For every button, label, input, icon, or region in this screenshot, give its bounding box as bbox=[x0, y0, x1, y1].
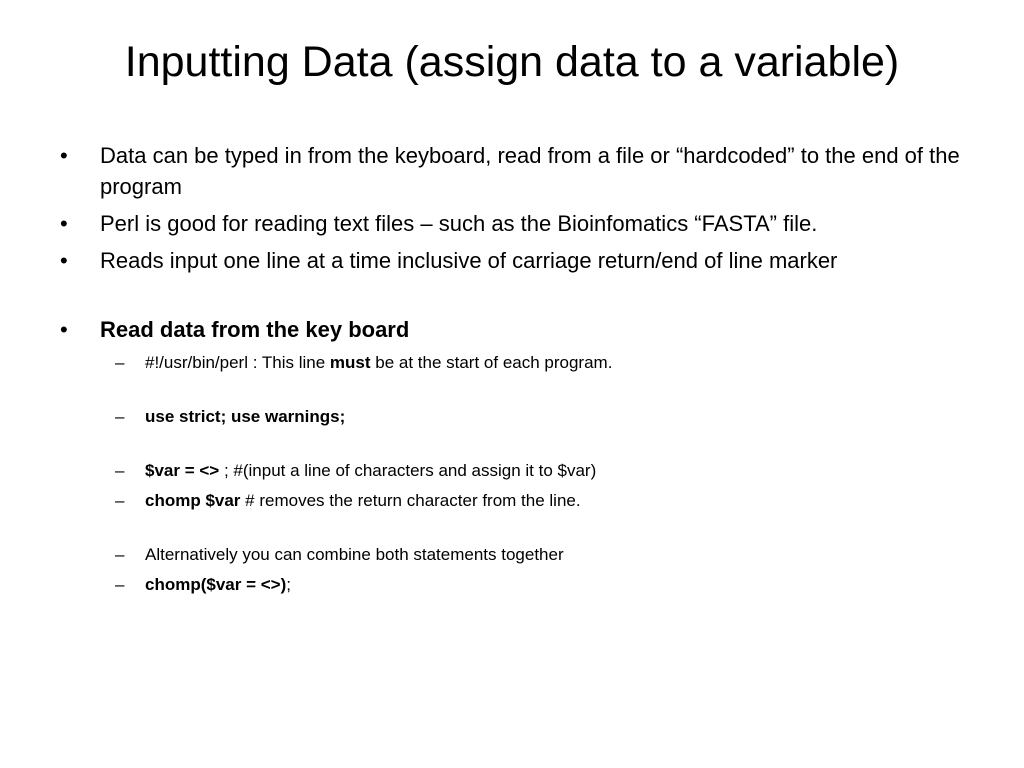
dash-glyph: – bbox=[115, 407, 125, 426]
slide-title: Inputting Data (assign data to a variable) bbox=[124, 38, 900, 86]
bullet-item bbox=[60, 208, 960, 239]
slide-content bbox=[60, 140, 960, 603]
dash-glyph: – bbox=[115, 491, 125, 510]
dash-glyph: – bbox=[115, 353, 125, 372]
combined-semicolon: ; bbox=[286, 575, 291, 594]
bullet-glyph: • bbox=[60, 211, 68, 236]
shebang-text: #!/usr/bin/perl : This line bbox=[145, 353, 330, 372]
bullet-item bbox=[60, 140, 960, 202]
bullet-item-heading bbox=[60, 314, 960, 345]
dash-glyph: – bbox=[115, 575, 125, 594]
bullet-heading-text: Read data from the key board bbox=[100, 317, 410, 342]
combined-code: chomp($var = <>) bbox=[145, 575, 287, 594]
pragmas-code: use strict; use warnings; bbox=[145, 407, 346, 426]
chomp-code: chomp $var bbox=[145, 491, 241, 510]
bullet-text: Reads input one line at a time inclusive of carriage return/end of line marker bbox=[100, 248, 838, 273]
alternative-text: Alternatively you can combine both statements together bbox=[145, 545, 564, 564]
bullet-item bbox=[60, 245, 960, 276]
var-input-comment: ; #(input a line of characters and assign it to $var) bbox=[219, 461, 597, 480]
sub-item-var-input bbox=[60, 459, 960, 483]
sub-item-pragmas bbox=[60, 405, 960, 429]
bullet-glyph: • bbox=[60, 143, 68, 168]
bullet-glyph: • bbox=[60, 317, 68, 342]
sub-item-chomp bbox=[60, 489, 960, 513]
var-input-code: $var = <> bbox=[145, 461, 220, 480]
shebang-must: must bbox=[329, 353, 371, 372]
chomp-comment: # removes the return character from the line. bbox=[240, 491, 581, 510]
dash-glyph: – bbox=[115, 461, 125, 480]
sub-item-alternative bbox=[60, 543, 960, 567]
sub-item-combined bbox=[60, 573, 960, 597]
sub-item-shebang bbox=[60, 351, 960, 375]
bullet-text: Perl is good for reading text files – such as the Bioinfomatics “FASTA” file. bbox=[100, 211, 818, 236]
bullet-text: Data can be typed in from the keyboard, read from a file or “hardcoded” to the end of the program bbox=[100, 143, 960, 199]
shebang-text-end: be at the start of each program. bbox=[370, 353, 613, 372]
bullet-glyph: • bbox=[60, 248, 68, 273]
dash-glyph: – bbox=[115, 545, 125, 564]
